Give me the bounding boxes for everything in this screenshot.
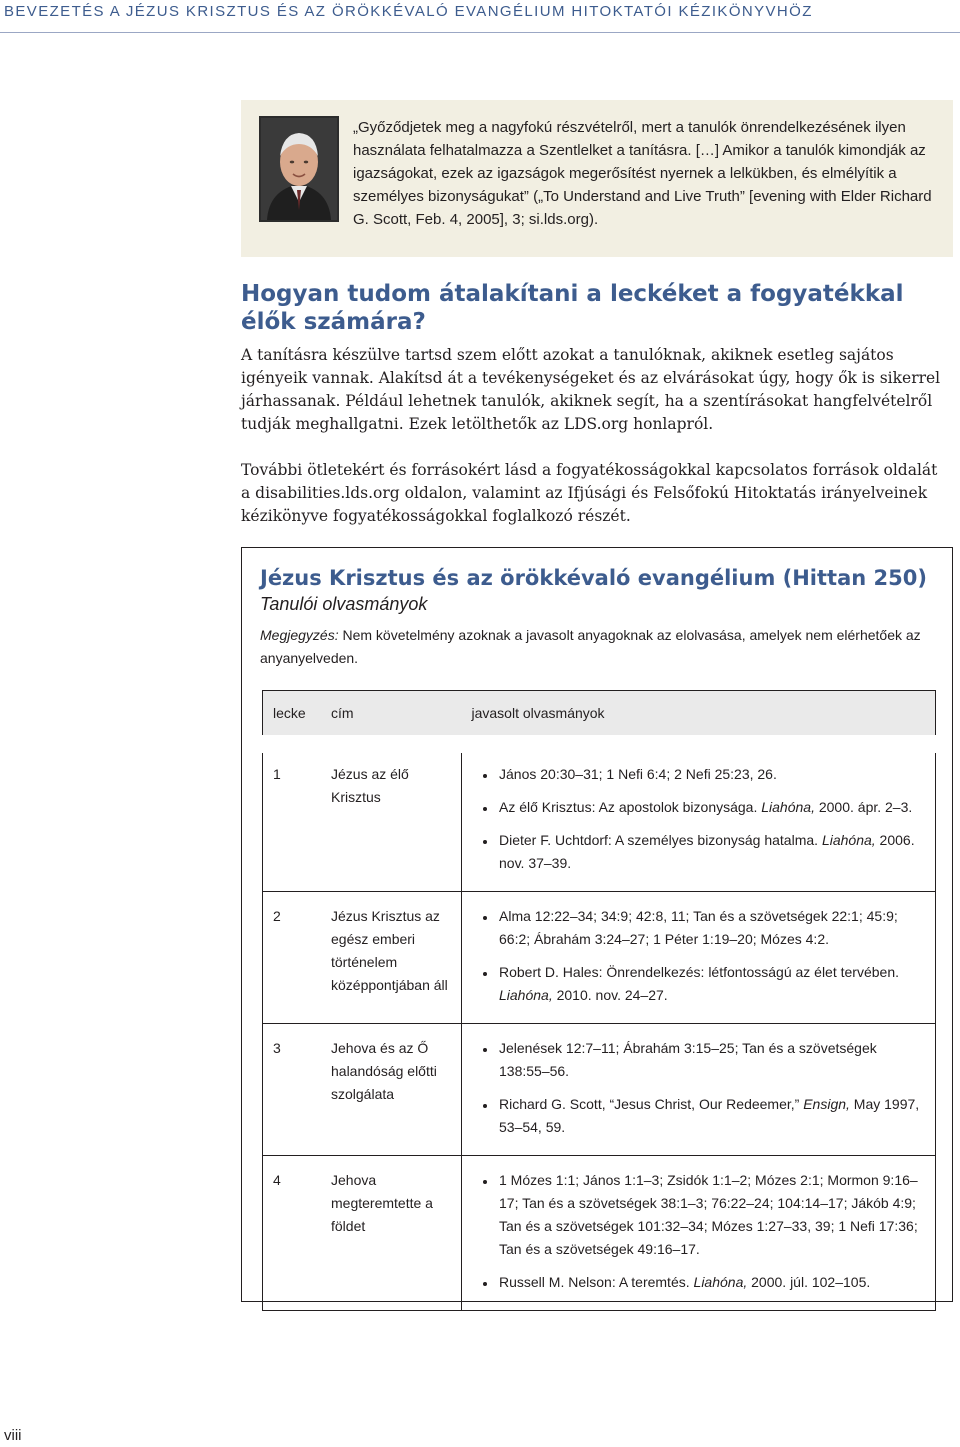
reading-item [497, 829, 925, 875]
table-row [263, 744, 936, 892]
reading-text: János 20:30–31; 1 Nefi 6:4; 2 Nefi 25:23, 26. [499, 766, 777, 782]
publication-name: Liahóna, [821, 832, 876, 848]
note-text: Nem követelmény azoknak a javasolt anyagoknak az elolvasása, amelyek nem elérhetőek az anyanyelveden. [260, 627, 921, 666]
sidebar-note [260, 624, 930, 670]
reading-citation: 2000. ápr. 2–3. [814, 799, 913, 815]
reading-text: Russell M. Nelson: A teremtés. [499, 1274, 694, 1290]
lesson-number: 4 [263, 1156, 322, 1311]
reading-item [497, 1037, 925, 1083]
sidebar-subtitle: Tanulói olvasmányok [260, 594, 428, 614]
reading-citation: 2000. júl. 102–105. [747, 1274, 871, 1290]
reading-text: Alma 12:22–34; 34:9; 42:8, 11; Tan és a szövetségek 22:1; 45:9; 66:2; Ábrahám 3:24–27; 1 Péter 1:19–20; Mózes 4:2. [499, 908, 898, 947]
reading-item [497, 1093, 925, 1139]
reading-citation: May 1997, 53–54, 59. [499, 1096, 920, 1135]
publication-name: Ensign, [803, 1096, 850, 1112]
reading-text: Richard G. Scott, “Jesus Christ, Our Redeemer,” [499, 1096, 804, 1112]
page-number: viii [4, 1427, 22, 1444]
reading-item [497, 1169, 925, 1261]
reading-citation: 2006. nov. 37–39. [499, 832, 915, 871]
publication-name: Liahóna, [761, 799, 815, 815]
lesson-title: Jehova és az Ő halandóság előtti szolgálata [321, 1024, 462, 1156]
lesson-readings [462, 744, 936, 892]
body-paragraph-1: A tanításra készülve tartsd szem előtt azokat a tanulóknak, akiknek esetleg sajátos igényeik vannak. Alakítsd át a tevékenységeket és az elvárásokat úgy, hogy ők is sikerrel járhassanak. Például lehetnek tanulók, akiknek segít, ha a szentírásokat hangfelvételről tudják meghallgatni. Ezek letölthetők az LDS.org honlapról. [241, 346, 941, 433]
section-heading: Hogyan tudom átalakítani a leckéket a fogyatékkal élők számára? [241, 281, 904, 335]
reading-item [497, 763, 925, 786]
lesson-number: 2 [263, 892, 322, 1024]
reading-list [472, 1169, 925, 1294]
lesson-title: Jézus Krisztus az egész emberi történelem középpontjában áll [321, 892, 462, 1024]
running-header [0, 0, 960, 33]
lesson-number: 3 [263, 1024, 322, 1156]
reading-item [497, 961, 925, 1007]
lesson-number: 1 [263, 744, 322, 892]
reading-list [472, 763, 925, 875]
table-row [263, 1024, 936, 1156]
reading-item [497, 796, 925, 819]
reading-text: 1 Mózes 1:1; János 1:1–3; Zsidók 1:1–2; Mózes 2:1; Mormon 9:16–17; Tan és a szövetségek 38:1–3; 76:22–24; 104:14–17; Jákób 4:9; Tan és a szövetségek 101:32–34; Mózes 1:27–33, 39; 1 Nefi 17:36; Tan és a szövetségek 49:16–17. [499, 1172, 918, 1257]
publication-name: Liahóna, [499, 987, 553, 1003]
table-header-row [263, 691, 936, 745]
reading-list-sidebar [241, 547, 953, 1302]
reading-text: Jelenések 12:7–11; Ábrahám 3:15–25; Tan és a szövetségek 138:55–56. [499, 1040, 877, 1079]
header-title: cím [321, 691, 462, 745]
lesson-title: Jézus az élő Krisztus [321, 744, 462, 892]
lesson-readings [462, 1024, 936, 1156]
reading-text: Robert D. Hales: Önrendelkezés: létfontosságú az élet tervében. [499, 964, 899, 980]
running-title: BEVEZETÉS A JÉZUS KRISZTUS ÉS AZ ÖRÖKKÉVALÓ EVANGÉLIUM HITOKTATÓI KÉZIKÖNYVHÖZ [4, 3, 813, 20]
publication-name: Liahóna, [693, 1274, 748, 1290]
reading-list [472, 1037, 925, 1139]
table-row [263, 1156, 936, 1311]
table-row [263, 892, 936, 1024]
body-paragraph-2: További ötletekért és forrásokért lásd a fogyatékosságokkal kapcsolatos források oldalát a disabilities.lds.org oldalon, valamint az Ifjúsági és Felsőfokú Hitoktatás irányelveinek kézikönyve fogyatékosságokkal foglalkozó részét. [241, 461, 938, 525]
portrait-image [261, 118, 337, 220]
reading-text: Dieter F. Uchtdorf: A személyes bizonyság hatalma. [499, 832, 822, 848]
lesson-readings [462, 1156, 936, 1311]
header-lesson: lecke [263, 691, 322, 745]
note-label: Megjegyzés: [260, 627, 339, 643]
header-readings: javasolt olvasmányok [462, 691, 936, 745]
reading-item [497, 905, 925, 951]
reading-list [472, 905, 925, 1007]
table-header [263, 691, 936, 745]
quote-box [241, 100, 953, 257]
portrait-photo [259, 116, 339, 222]
lesson-readings [462, 892, 936, 1024]
reading-text: Az élő Krisztus: Az apostolok bizonysága. [499, 799, 762, 815]
quote-text: „Győződjetek meg a nagyfokú részvételről, mert a tanulók önrendelkezésének ilyen használata felhatalmazza a Szentlelket a tanításra. […] Amikor a tanulók kimondják az igazságokat, ezek az igazságok megerősítést nyernek a lelkükben, és elmélyítik a személyes bizonyságukat” („To Understand and Live Truth” [evening with Elder Richard G. Scott, Feb. 4, 2005], 3; si.lds.org). [353, 119, 932, 228]
sidebar-title: Jézus Krisztus és az örökkévaló evangélium (Hittan 250) [260, 566, 927, 590]
reading-table [262, 690, 936, 1311]
reading-citation: 2010. nov. 24–27. [552, 987, 668, 1003]
reading-item [497, 1271, 925, 1294]
lesson-title: Jehova megteremtette a földet [321, 1156, 462, 1311]
table-body [263, 744, 936, 1311]
